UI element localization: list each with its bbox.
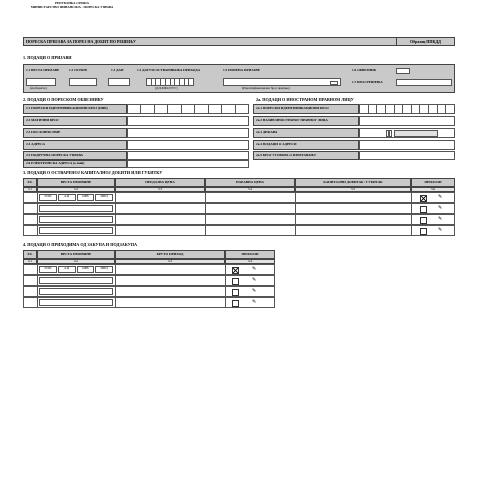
asset-type-options xyxy=(39,266,113,273)
section-2-title: 2. ПОДАЦИ О ПОРЕСКОМ ОБВЕЗНИКУ xyxy=(23,97,104,102)
paperclip-icon[interactable]: ✎ xyxy=(438,217,443,222)
colnum-3-6: 3.6 xyxy=(411,187,455,192)
field-1-5-label: 1.5 ИЗМЕНА ПРИЈАВЕ xyxy=(223,68,260,72)
foreign-pib-label: 2а.1 ПОРЕСКИ ИДЕНТИФИКАЦИОНИ БРОЈ xyxy=(253,104,359,114)
asset-type-input[interactable] xyxy=(39,227,113,234)
decision-number-input[interactable] xyxy=(396,79,452,86)
checkbox-icon[interactable] xyxy=(232,300,239,307)
asset-option-ac[interactable]: АЦ xyxy=(58,266,76,273)
asset-type-options xyxy=(39,194,113,201)
field-1-2-label: 1.2 ОСНОВ xyxy=(69,68,87,72)
col-sale-price: ПРОДАЈНА ЦЕНА xyxy=(115,178,205,187)
col-asset-type: ВРСТА ИМОВИНЕ xyxy=(37,178,115,187)
foreign-pib-input[interactable] xyxy=(359,104,455,114)
pib-label: 2.1 ПОРЕСКИ ИДЕНТИФИКАЦИОНИ БРОЈ (ПИБ) xyxy=(23,104,127,114)
asset-option-uop[interactable]: УОП xyxy=(39,194,57,201)
field-1-7-label: 1.7 БРОЈ РЕШЕЊА xyxy=(352,80,383,84)
form-title: ПОРЕСКА ПРИЈАВА ЗА ПОРЕЗ НА ДОБИТ ПО РЕШЕЊУ xyxy=(26,39,136,44)
field-1-4-sub: (ДД.ММ.ГГГГ) xyxy=(155,86,178,90)
paperclip-icon[interactable]: ✎ xyxy=(438,195,443,200)
foreign-name-label: 2а.2 НАЗИВ ИНОСТРАНОГ ПРАВНОГ ЛИЦА xyxy=(253,116,359,126)
form-code: Образац ППКДД xyxy=(410,39,441,44)
treaty-input[interactable] xyxy=(359,151,455,160)
asset-option-ipc[interactable]: ИПЦ xyxy=(95,266,113,273)
address-label: 2.4 АДРЕСА xyxy=(23,140,127,150)
col-attachments: ПРИЛОЗИ xyxy=(411,178,455,187)
colnum-3-5: 3.5 xyxy=(295,187,411,192)
asset-type-input[interactable] xyxy=(39,277,113,284)
foreign-address-label: 2а.4 ПОДАЦИ О АДРЕСИ xyxy=(253,140,359,150)
tax-office-label: 2.5 ПОДРУЧНА ПОРЕСКА УПРАВА xyxy=(23,151,127,160)
col-rb: Р.б. xyxy=(23,250,37,259)
paperclip-icon[interactable]: ✎ xyxy=(252,300,257,305)
colnum-4-3: 4.3 xyxy=(115,259,225,264)
paperclip-icon[interactable]: ✎ xyxy=(438,206,443,211)
paperclip-icon[interactable]: ✎ xyxy=(252,289,257,294)
capital-gain-table xyxy=(23,178,455,236)
country-input[interactable] xyxy=(359,128,455,138)
field-1-5-sub: (Идентификациони број пријаве) xyxy=(242,86,290,90)
col-rb: Р.б. xyxy=(23,178,37,187)
paperclip-icon[interactable]: ✎ xyxy=(438,228,443,233)
colnum-3-2: 3.2 xyxy=(37,187,115,192)
asset-type-input[interactable] xyxy=(39,216,113,223)
colnum-3-1: 3.1 xyxy=(23,187,37,192)
checkbox-icon[interactable] xyxy=(232,267,239,274)
asset-type-input[interactable] xyxy=(39,288,113,295)
income-date-input[interactable] xyxy=(146,78,194,86)
asset-option-ipc[interactable]: ИПЦ xyxy=(95,194,113,201)
foreign-entity-panel xyxy=(253,104,455,156)
colnum-3-3: 3.3 xyxy=(115,187,205,192)
field-1-3-label: 1.3 ДАН xyxy=(111,68,124,72)
checkbox-icon[interactable] xyxy=(420,195,427,202)
rent-income-table xyxy=(23,250,275,308)
asset-option-ac[interactable]: АЦ xyxy=(58,194,76,201)
email-label: 2.6 ЕЛЕКТРОНСКА АДРЕСА (е-mail) xyxy=(23,160,127,168)
section-1-panel xyxy=(23,64,455,93)
form-title-bar xyxy=(23,37,455,46)
section-2a-title: 2а. ПОДАЦИ О ИНОСТРАНОМ ПРАВНОМ ЛИЦУ xyxy=(256,97,354,102)
business-name-label: 2.3 ПОСЛОВНО ИМЕ xyxy=(23,128,127,138)
col-gross-income: БРУТО ПРИХОД xyxy=(115,250,225,259)
header-line-1: РЕПУБЛИКА СРБИЈА xyxy=(55,1,89,5)
report-type-select[interactable] xyxy=(26,78,56,86)
colnum-4-1: 4.1 xyxy=(23,259,37,264)
foreign-name-input[interactable] xyxy=(359,116,455,126)
pib-input[interactable] xyxy=(127,104,249,114)
field-1-1-label: 1.1 ВРСТА ПРИЈАВЕ xyxy=(26,68,60,72)
amendment-checkbox[interactable] xyxy=(330,81,338,85)
checkbox-icon[interactable] xyxy=(420,206,427,213)
address-input[interactable] xyxy=(127,140,249,150)
amendment-id-input[interactable] xyxy=(223,78,341,86)
colnum-4-2: 4.2 xyxy=(37,259,115,264)
checkbox-icon[interactable] xyxy=(420,217,427,224)
asset-type-input[interactable] xyxy=(39,205,113,212)
foreign-address-input[interactable] xyxy=(359,140,455,150)
section-4-title: 4. ПОДАЦИ О ПРИХОДИМА ОД ЗАКУПА И ПОДЗАКУПА xyxy=(23,242,138,247)
col-capital-gain: КАПИТАЛНИ ДОБИТАК / ГУБИТАК xyxy=(295,178,411,187)
colnum-3-4: 3.4 xyxy=(205,187,295,192)
registration-number-input[interactable] xyxy=(127,116,249,126)
header-line-2: МИНИСТАРСТВО ФИНАНСИЈА - ПОРЕСКА УПРАВА xyxy=(30,5,114,9)
col-purchase-price: НАБАВНА ЦЕНА xyxy=(205,178,295,187)
field-1-6-label: 1.6 ОБВЕЗНИК xyxy=(352,68,377,72)
day-input[interactable] xyxy=(108,78,130,86)
business-name-input[interactable] xyxy=(127,128,249,138)
asset-option-obv[interactable]: ОБВ xyxy=(77,266,95,273)
asset-type-input[interactable] xyxy=(39,299,113,306)
field-1-4-label: 1.4 ДАТУМ ОСТВАРИВАЊА ПРИХОДА xyxy=(137,68,201,72)
field-1-1-sub: (изаберите) xyxy=(30,86,47,90)
asset-option-obv[interactable]: ОБВ xyxy=(77,194,95,201)
tax-office-input[interactable] xyxy=(127,151,249,160)
section-3-title: 3. ПОДАЦИ О ОСТВАРЕНОЈ КАПИТАЛНОЈ ДОБИТИ ИЛИ ГУБИТКУ xyxy=(23,170,163,175)
col-attachments: ПРИЛОЗИ xyxy=(225,250,275,259)
col-asset-type: ВРСТА ИМОВИНЕ xyxy=(37,250,115,259)
asset-option-uop[interactable]: УОП xyxy=(39,266,57,273)
paperclip-icon[interactable]: ✎ xyxy=(252,267,257,272)
taxpayer-input[interactable] xyxy=(396,68,410,74)
treaty-label: 2а.5 БРОЈ УГОВОРА О ИЗБЕГАВАЊУ xyxy=(253,151,359,160)
section-1-title: 1. ПОДАЦИ О ПРИЈАВИ xyxy=(23,55,72,60)
checkbox-icon[interactable] xyxy=(232,289,239,296)
paperclip-icon[interactable]: ✎ xyxy=(252,278,257,283)
checkbox-icon[interactable] xyxy=(420,228,427,235)
checkbox-icon[interactable] xyxy=(232,278,239,285)
basis-select[interactable] xyxy=(69,78,97,86)
email-input[interactable] xyxy=(127,160,249,168)
colnum-4-4: 4.4 xyxy=(225,259,275,264)
country-label: 2а.3 ДРЖАВА xyxy=(253,128,359,138)
registration-number-label: 2.2 МАТИЧНИ БРОЈ xyxy=(23,116,127,126)
taxpayer-panel xyxy=(23,104,249,166)
